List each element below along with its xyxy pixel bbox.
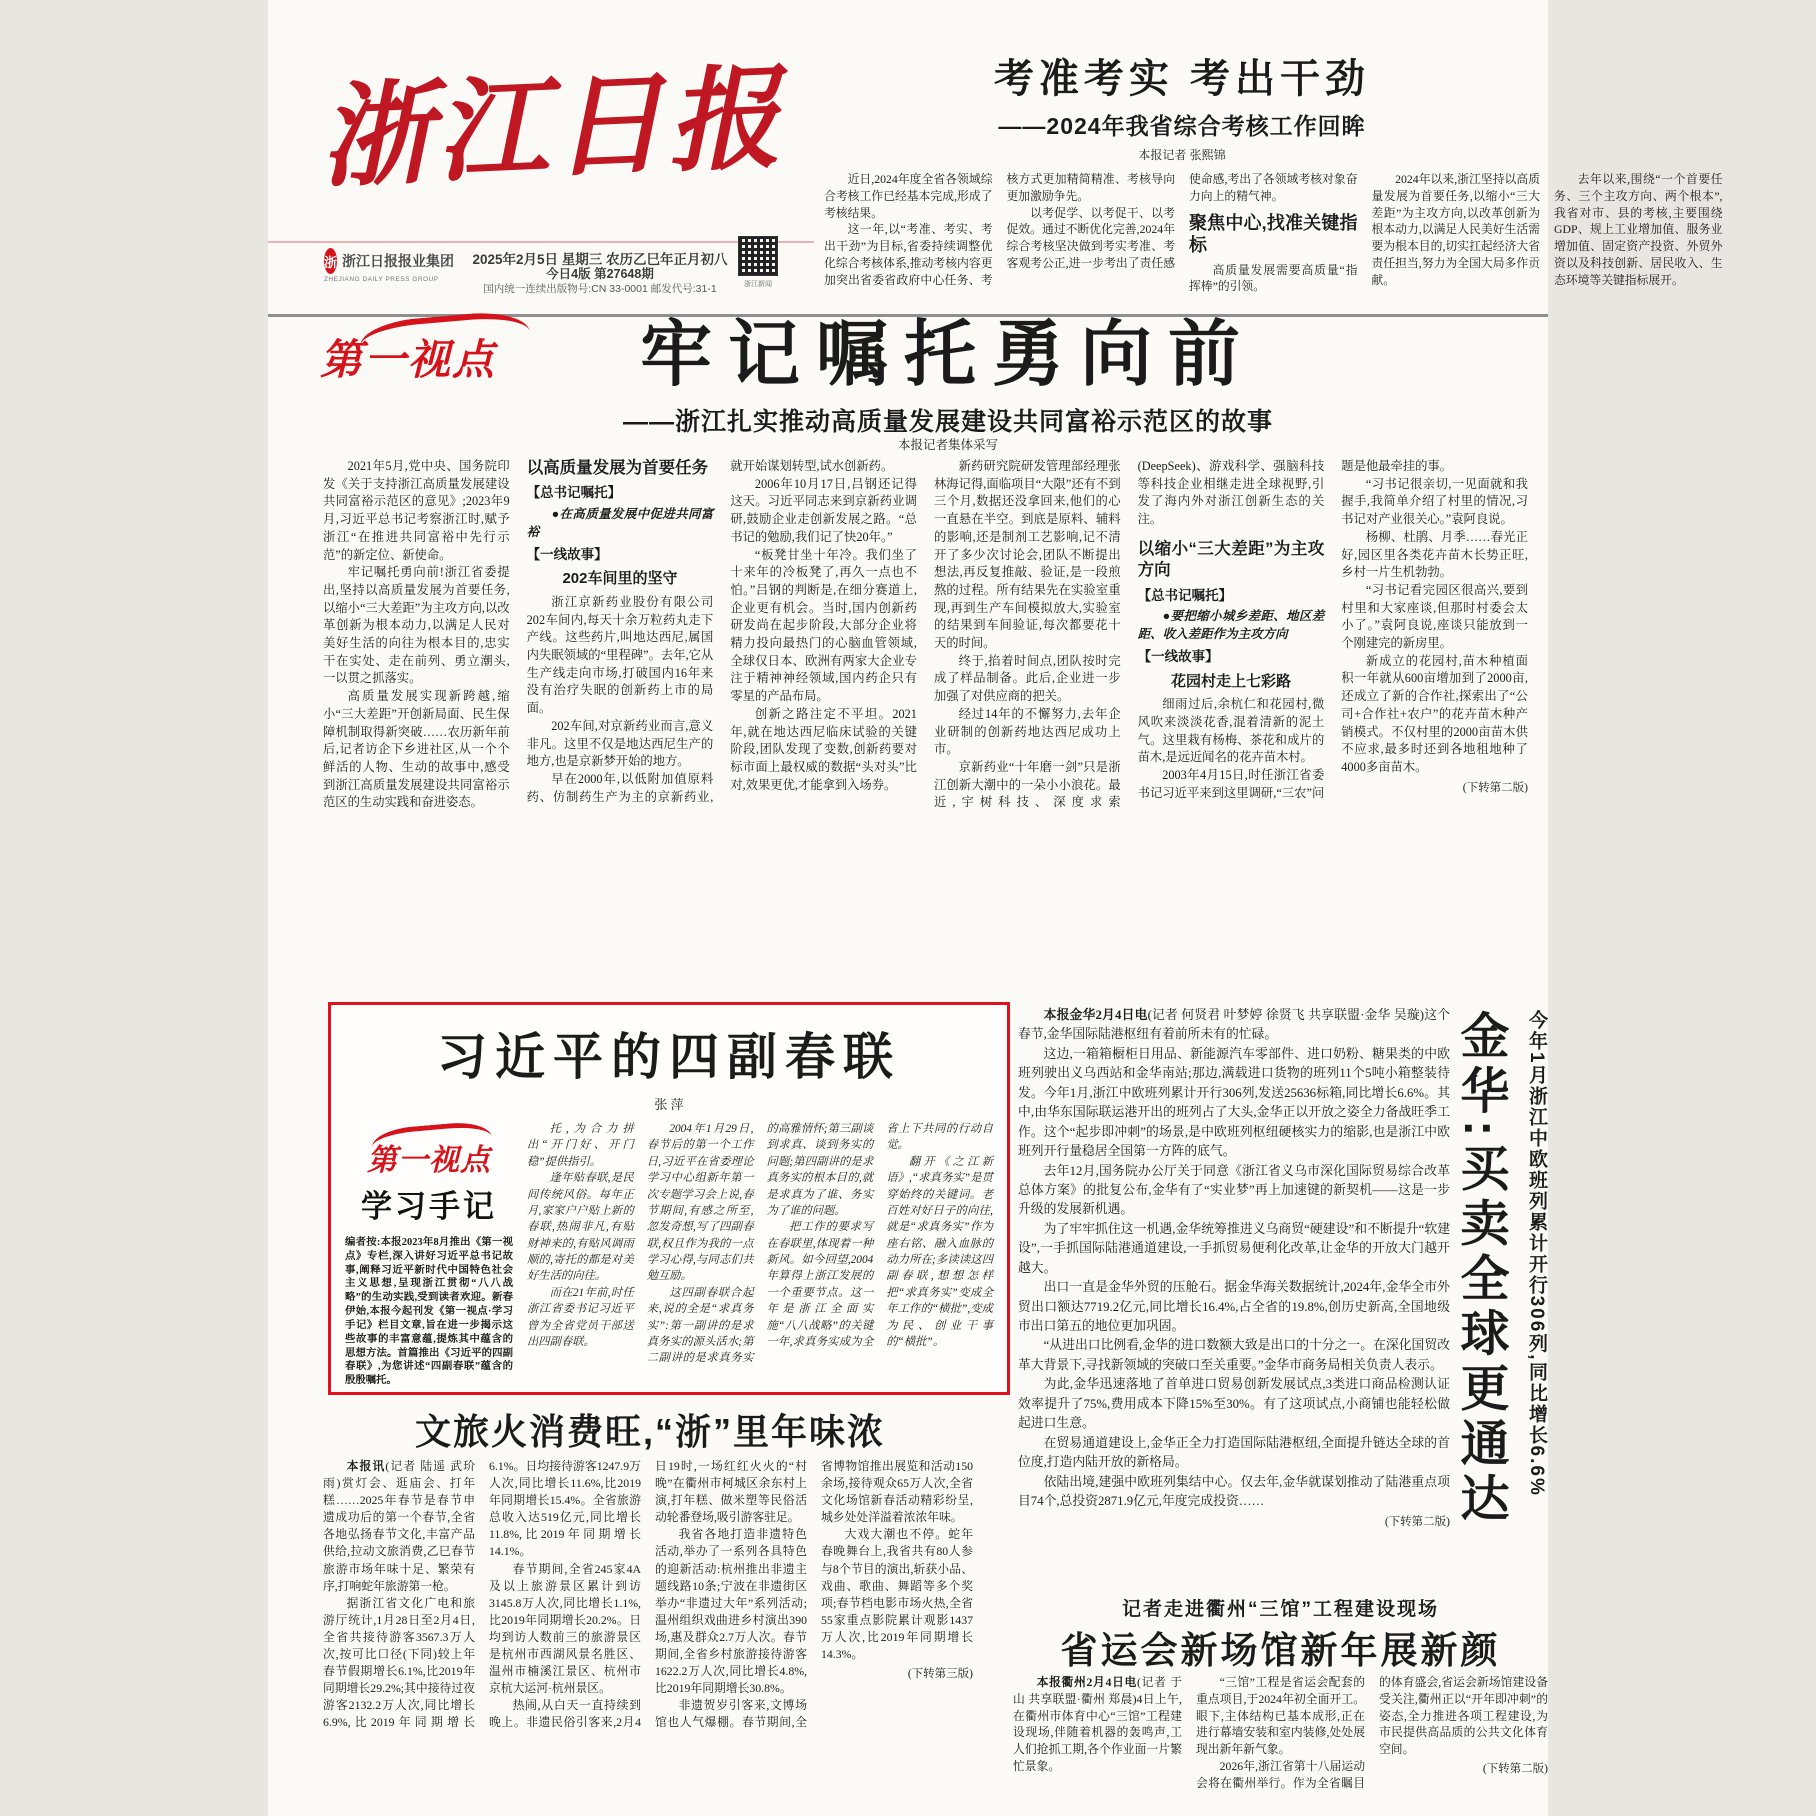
press-group-name-en: ZHEJIANG DAILY PRESS GROUP (324, 276, 439, 283)
paragraph: 本报讯(记者 陆遥 武玠雨)赏灯会、逛庙会、打年糕……2025年春节是春节申遗成功后的第一个春节,全省各地弘扬春节文化,丰富产品供给,拉动文旅消费,乙巳春节旅游市场年味十足、繁荣有序,打响蛇年旅游第一枪。 (323, 1459, 475, 1593)
paragraph: 据浙江省文化广电和旅游厅统计,1月28日至2月4日,全省共接待游客3567.3万人次,按可比口径(下同)较上年春节假期增长6.1%,比2019年同期增长29.2%;其中接待过夜游客2132.2万人次,同比增长6.9%,比2019年同期增长6.1%。日均接待游客1247.9万人次,同比增长11.6%,比2019年同期增长15.4%。全省旅游总收入达519亿元,同比增长11.8%,比2019年同期增长14.1%。 (323, 1459, 641, 1730)
paragraph: 终于,掐着时间点,团队按时完成了样品制备。此后,企业进一步加强了对供应商的把关。 (933, 653, 1121, 704)
section-subhead: 以高质量发展为首要任务 (526, 459, 709, 477)
paragraph: 牢记嘱托勇向前!浙江省委提出,坚持以高质量发展为首要任务,以缩小“三大差距”为主攻方向,以改革创新为根本动力,以满足人民对美好生活的向往为根本目的,忠实干在实处、走在前列、勇立潮头,一以贯之抓落实。 (323, 565, 510, 686)
paragraph: 非遗贺岁引客来,文博场馆也人气爆棚。春节期间,全省博物馆推出展览和活动150余场,接待观众65万人次,全省文化场馆新春活动精彩纷呈,城乡处处洋溢着浓浓年味。 (655, 1459, 973, 1730)
paragraph: 出口一直是金华外贸的压舱石。据金华海关数据统计,2024年,金华全市外贸出口额达7719.2亿元,同比增长16.4%,占全省的19.8%,创历史新高,全国地级市出口第五的地位更加巩固。 (1018, 1280, 1450, 1333)
chunlian-body (527, 1121, 993, 1373)
paragraph: 细雨过后,余杭仁和花园村,微风吹来淡淡花香,混着清新的泥土气。这里栽有杨梅、茶花和成片的苗木,是远近闻名的花卉苗木村。 (1137, 697, 1325, 765)
section-subhead: 聚焦中心,找准关键指标 (1189, 212, 1358, 255)
dateline-lead: 本报讯 (346, 1459, 386, 1473)
dateline-lead: 本报衢州2月4日电 (1036, 1675, 1138, 1689)
continuation-note: (下转第三版) (907, 1668, 973, 1681)
paragraph: 2006年10月17日,吕钢还记得这天。习近平同志来到京新药业调研,鼓励企业走创新发展之路。“总书记的勉励,我们记了快20年。” (730, 476, 917, 544)
paragraph: 本报衢州2月4日电(记者 于山 共享联盟·衢州 郑晨)4日上午,在衢州市体育中心“三馆”工程建设现场,伴随着机器的轰鸣声,工人们抢抓工期,各个作业面一片繁忙景象。 (1013, 1675, 1182, 1773)
kaohe-headline: 考准考实 考出干劲 (993, 57, 1371, 101)
paragraph: 翻开《之江新语》,“求真务实”是贯穿始终的关键词。老百姓对好日子的向往,就是“求真务实”作为座右铭、融入血脉的动力所在;多读读这四副春联,想想怎样把“求真务实”变成全年工作的“横批”,变成为民、创业干事的“横批”。 (886, 1155, 993, 1348)
paragraph: 浙江京新药业股份有限公司202车间内,每天十余万粒药丸走下产线。这些药片,叫地达西尼,属国内失眠领域的“里程碑”。去年,它从生产线走向市场,打破国内16年来没有治疗失眠的创新药上市的局面。 (526, 594, 714, 716)
quote-line: ●在高质量发展中促进共同富裕 (526, 506, 714, 539)
paragraph: 这四副春联合起来,说的全是“求真务实”:第一副讲的是求真务实的源头活水;第二副讲的是求真务实的高雅情怀;第三副谈到求真、谈到务实的问题;第四副讲的是求真务实的根本目的,就是求真为了谁、务实为了谁的问题。 (646, 1123, 874, 1365)
paragraph: 创新之路注定不平坦。2021年,就在地达西尼临床试验的关键阶段,团队发现了变数,创新药要对标市面上最权威的数据“头对头”比对,效果更优,才能拿到入场券。 (730, 706, 917, 792)
shengyunhui-article-body (1013, 1674, 1548, 1810)
article-kaohe (824, 56, 1723, 301)
main-headline: 牢记嘱托勇向前 (639, 315, 1256, 395)
first-viewpoint-small-logo (354, 1135, 504, 1179)
shengyunhui-kicker: 记者走进衢州“三馆”工程建设现场 (1121, 1599, 1439, 1620)
chunlian-left-column (345, 1121, 513, 1424)
story-title: 花园村走上七彩路 (1170, 672, 1291, 690)
main-byline: 本报记者集体采写 (897, 438, 998, 452)
jinhua-article-body (1018, 1006, 1450, 1580)
paragraph: 这边,一箱箱橱柜日用品、新能源汽车零部件、进口奶粉、糖果类的中欧班列驶出义乌西站和金华南站;那边,满载进口货物的班列11个5吨小箱整装待发。今年1月,浙江中欧班列累计开行306列,发送25636标箱,同比增长6.6%。其中,由华东国际联运港开出的班列占了大头,金华正以开放之姿全力备战旺季工作。这个“起步即冲刺”的场景,是中欧班列枢纽硬核实力的缩影,也是浙江中欧班列开行量稳居全国第一方阵的底气。 (1018, 1046, 1450, 1159)
kaohe-body (824, 171, 1723, 301)
paragraph: 去年12月,国务院办公厅关于同意《浙江省义乌市深化国际贸易综合改革总体方案》的批复公布,金华有了“实业梦”再上加速键的新契机——这是一步升级的发展新机遇。 (1018, 1163, 1450, 1217)
paragraph: 新成立的花园村,苗木种植面积一年就从600亩增加到了2000亩,还成立了新的合作社,探索出了“公司+合作社+农户”的花卉苗木种产销模式。不仅村里的2000亩苗木供不应求,最多时还到各地租地种了4000多亩苗木。 (1341, 653, 1528, 774)
continuation-note (1737, 171, 1816, 187)
dateline-lead: 本报金华2月4日电 (1043, 1008, 1148, 1022)
paragraph: 在贸易通道建设上,金华正全力打造国际陆港枢纽,全面提升链达全球的首位度,打造内陆开放的新格局。 (1018, 1435, 1450, 1470)
continuation-note: (下转第二版) (1384, 1516, 1450, 1529)
paragraph: “三馆”工程是省运会配套的重点项目,于2024年初全面开工。眼下,主体结构已基本成形,正在进行幕墙安装和室内装修,处处展现出新年新气象。 (1196, 1675, 1365, 1756)
paragraph: 本报金华2月4日电(记者 何贤君 叶梦婷 徐贤飞 共享联盟·金华 吴璇)这个春节,金华国际陆港枢纽有着前所未有的忙碌。 (1018, 1008, 1451, 1042)
shengyunhui-headline: 省运会新场馆新年展新颜 (1060, 1630, 1501, 1671)
paragraph: 早在2000年,以低附加值原料药、仿制药生产为主的京新药业,就开始谋划转型,试水创新药。 (526, 459, 894, 804)
paragraph: 逢年贴春联,是民间传统风俗。每年正月,家家户户贴上新的春联,热闹非凡,有贴财神来的,有贴风调雨顺的,寄托的都是对美好生活的向往。 (527, 1172, 634, 1283)
section-subhead: 以缩小“三大差距”为主攻方向 (1137, 539, 1325, 580)
paragraph: 经过14年的不懈努力,去年企业研制的创新药地达西尼成功上市。 (933, 706, 1121, 757)
first-viewpoint-small-logo-text: 第一视点 (367, 1144, 491, 1177)
story-title: 202车间里的坚守 (562, 570, 678, 588)
paragraph: 热闹,从白天一直持续到晚上。非遗民俗引客来,2月4日19时,一场红红火火的“村晚”在衢州市柯城区余东村上演,打年糕、做米塑等民俗活动轮番登场,吸引游客驻足。 (489, 1459, 807, 1730)
chunlian-byline: 张 萍 (654, 1097, 684, 1112)
qr-caption: 浙江新闻 (744, 281, 772, 288)
chunlian-headline: 习近平的四副春联 (437, 1029, 901, 1085)
first-viewpoint-logo (320, 330, 538, 390)
press-group-badge-icon: 浙 (324, 248, 337, 274)
paragraph: 以考促学、以考促干、以考促效。通过不断优化完善,2024年综合考核坚决做到考实考准、考客观考公正,进一步考出了责任感使命感,考出了各领域考核对象奋力向上的精气神。 (1006, 172, 1358, 270)
paragraph: 为此,金华迅速落地了首单进口贸易创新发展试点,3类进口商品检测认证效率提升了75%,费用成本下降15%至30%。有了这项试点,小商铺也能轻松做起进口生意。 (1018, 1377, 1450, 1431)
paragraph: 杨柳、杜鹃、月季……春光正好,园区里各类花卉苗木长势正旺,乡村一片生机勃勃。 (1341, 529, 1528, 580)
paragraph: 我省各地打造非遗特色活动,举办了一系列各具特色的迎新活动:杭州推出非遗主题线路10条;宁波在非遗街区举办“非遗过大年”系列活动;温州组织戏曲进乡村演出390场,惠及群众2.7万人次。春节期间,全省乡村旅游接待游客1622.2万人次,同比增长4.8%,比2019年同期增长30.8%。 (655, 1527, 807, 1696)
paragraph: 高质量发展需要高质量“指挥棒”的引领。 (1189, 262, 1358, 294)
paragraph: “板凳甘坐十年冷。我们坐了十来年的冷板凳了,再久一点也不怕。”吕钢的判断是,在细分赛道上,企业更有机会。当时,国内创新药研发尚在起步阶段,大部分企业将精力投向最热门的心脑血管领域,全球仅日本、欧洲有两家大企业专注于精神神经领域,国内药企只有零星的产品布局。 (730, 547, 917, 704)
study-notes-logo-text: 学习手记 (361, 1189, 497, 1224)
paragraph: 202车间,对京新药业而言,意义非凡。这里不仅是地达西尼生产的地方,也是京新梦开始的地方。 (526, 718, 714, 769)
section-label: 【一线故事】 (526, 546, 608, 562)
paragraph: “从进出口比例看,金华的进口数额大致是出口的十分之一。在深化国贸改革大背景下,寻找新领域的突破口至关重要。”金华市商务局相关负责人表示。 (1018, 1338, 1450, 1372)
kaohe-byline: 本报记者 张熙锦 (1138, 148, 1226, 162)
continuation-note: (下转第二版) (1482, 1762, 1548, 1775)
qr-code-icon (738, 236, 778, 276)
paragraph: 2024年以来,浙江坚持以高质量发展为首要任务,以缩小“三大差距”为主攻方向,以改革创新为根本动力,以满足人民美好生活需要为根本目的,切实扛起经济大省责任担当,努力为全国大局多作贡献。 (1371, 172, 1540, 287)
paragraph: 把工作的要求写在春联里,体现着一种新风。如今回望,2004年算得上浙江发展的一个重要节点。这一年是浙江全面实施“八八战略”的关键一年,求真务实成为全省上下共同的行动自觉。 (766, 1123, 993, 1348)
masthead-title: 浙江日报 (317, 57, 787, 202)
paragraph: 高质量发展实现新跨越,缩小“三大差距”开创新局面、民生保障机制取得新突破……农历新年前后,记者访企下乡进社区,从一个个鲜活的人物、生动的故事中,感受到浙江高质量发展建设共同富裕示范区的生动实践和奋进姿态。 (323, 689, 510, 810)
jinhua-vertical-headline: 金华:买卖全球更通达 (1454, 1010, 1508, 1528)
newspaper-front-page (268, 0, 1723, 1816)
paragraph: 2004年1月29日,春节后的第一个工作日,习近平在省委理论学习中心组新年第一次专题学习会上说,春节期间,有感之所至,忽发奇想,写了四副春联,权且作为我的一点学习心得,与同志们共勉互励。 (646, 1123, 754, 1283)
jinhua-vertical-kicker: 今年1月浙江中欧班列累计开行306列,同比增长6.6% (1526, 1010, 1547, 1497)
paragraph: 京新药业“十年磨一剑”只是浙江创新大潮中的一朵小小浪花。最近,宇树科技、深度求索(DeepSeek)、游戏科学、强脑科技等科技企业相继走进全球视野,引发了海内外对浙江创新生态的关注。 (933, 459, 1325, 810)
paragraph: 大戏大潮也不停。蛇年春晚舞台上,我省共有80人参与8个节目的演出,斩获小品、戏曲、歌曲、舞蹈等多个奖项;春节档电影市场火热,全省55家重点影院累计观影1437万人次,比2019年同期增长14.3%。 (821, 1527, 973, 1662)
first-viewpoint-logo-text: 第一视点 (320, 336, 497, 383)
paragraph: 2021年5月,党中央、国务院印发《关于支持浙江高质量发展建设共同富裕示范区的意见》;2023年9月,习近平总书记考察浙江时,赋予浙江“在推进共同富裕中先行示范”的新定位、新使命。 (323, 459, 510, 562)
wenlv-headline: 文旅火消费旺,“浙”里年味浓 (414, 1411, 885, 1452)
dateline (440, 252, 760, 296)
paragraph: 新药研究院研发管理部经理张林海记得,面临项目“大限”还有不到三个月,数据还没拿回来,他们的心一直悬在半空。到底是原料、辅料的影响,还是制剂工艺影响,记不清开了多少次讨论会,团队不断提出想法,再反复推敲、验证,是一段煎熬的过程。所有结果先在实验室重现,再到生产车间模拟放大,实验室的结果到车间验证,每次都要花十天的时间。 (933, 459, 1121, 651)
section-label: 【总书记嘱托】 (1137, 587, 1233, 603)
main-article-body (323, 458, 1528, 996)
date-line: 2025年2月5日 星期三 农历乙巳年正月初八 (472, 252, 728, 267)
paragraph: 托,为合力拼出“开门好、开门稳”提供指引。 (527, 1123, 634, 1168)
paragraph: 而在21年前,时任浙江省委书记习近平曾为全省党员干部送出四副春联。 (527, 1286, 634, 1348)
quote-line: ●要把缩小城乡差距、地区差距、收入差距作为主攻方向 (1137, 609, 1325, 642)
paragraph: 2003年4月15日,时任浙江省委书记习近平来到这里调研,“三农”问题是他最牵挂的事。 (1137, 459, 1452, 800)
wenlv-article-body (323, 1458, 973, 1810)
issue-line: 今日4版 第27648期 (546, 267, 654, 281)
publication-number-line: 国内统一连续出版物号:CN 33-0001 邮发代号:31-1 (483, 283, 717, 295)
paragraph: “习书记看完园区很高兴,要到村里和大家座谈,但那时村委会太小了。”袁阿良说,座谈只能放到一个刚建完的新房里。 (1341, 582, 1528, 651)
continuation-note: (下转第二版) (1462, 781, 1528, 794)
editor-note: 编者按:本报2023年8月推出《第一视点》专栏,深入讲好习近平总书记故事,阐释习近平新时代中国特色社会主义思想,呈现浙江贯彻“八八战略”的生动实践,受到读者欢迎。新春伊始,本报今起刊发《第一视点·学习手记》栏目文章,旨在进一步揭示这些故事的丰富意蕴,提炼其中蕴含的思想方法。首篇推出《习近平的四副春联》,为您讲述“四副春联”蕴含的殷殷嘱托。 (345, 1237, 513, 1387)
press-group-logo (324, 248, 454, 283)
paragraph: 为了牢牢抓住这一机遇,金华统筹推进义乌商贸“硬建设”和不断提升“软建设”,一手抓国际陆港通道建设,一手抓贸易便利化改革,让金华的开放大门越开越大。 (1018, 1221, 1450, 1275)
paragraph: “习书记很亲切,一见面就和我握手,我简单介绍了村里的情况,习书记对产业很关心。”袁阿良说。 (1341, 476, 1528, 527)
paragraph: 近日,2024年度全省各领域综合考核工作已经基本完成,形成了考核结果。 (824, 172, 993, 220)
kaohe-subheadline: ——2024年我省综合考核工作回眸 (998, 113, 1366, 139)
press-group-name: 浙江日报报业集团 (342, 253, 455, 269)
paragraph: 依陆出境,建强中欧班列集结中心。仅去年,金华就谋划推动了陆港重点项目74个,总投资2871.9亿元,年度完成投资…… (1018, 1474, 1450, 1508)
section-label: 【一线故事】 (1137, 649, 1219, 665)
featured-article-box (328, 1002, 1010, 1395)
paragraph: 去年以来,围绕“一个首要任务、三个主攻方向、两个根本”,我省对市、县的考核,主要围绕GDP、规上工业增加值、服务业增加值、固定资产投资、外贸外资以及科技创新、居民收入、生态环境等关键指标展开。 (1554, 172, 1723, 287)
main-subheadline: ——浙江扎实推动高质量发展建设共同富裕示范区的故事 (622, 408, 1273, 436)
paragraph: 这一年,以“考准、考实、考出干劲”为目标,省委持续调整优化综合考核体系,推动考核内容更加突出省委省政府中心任务、考核方式更加精简精准、考核导向更加激励争先。 (824, 172, 1175, 287)
paragraph: 2026年,浙江省第十八届运动会将在衢州举行。作为全省瞩目的体育盛会,省运会新场馆建设备受关注,衢州正以“开年即冲刺”的姿态,全力推进各项工程建设,为市民提供高品质的公共文化体育空间。 (1196, 1675, 1548, 1790)
paragraph: 春节期间,全省245家4A及以上旅游景区累计到访3145.8万人次,同比增长1.1%,比2019年同期增长20.2%。日均到访人数前三的旅游景区是杭州市西湖风景名胜区、温州市楠溪江景区、杭州市京杭大运河·杭州景区。 (489, 1561, 641, 1696)
section-label: 【总书记嘱托】 (526, 485, 622, 501)
masthead-rule (268, 241, 814, 243)
